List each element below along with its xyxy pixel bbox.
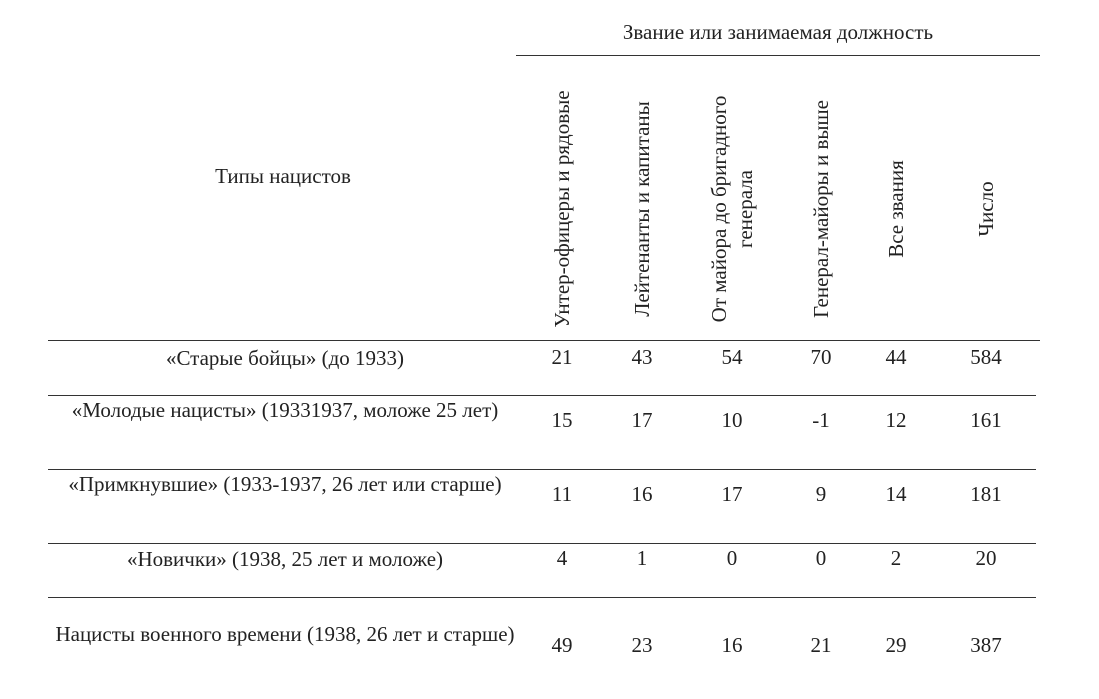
table-cell: 1 bbox=[636, 546, 648, 570]
super-header-rule bbox=[516, 55, 1040, 56]
table-cell: 17 bbox=[721, 482, 743, 506]
row-divider bbox=[48, 395, 1036, 396]
table-cell: 17 bbox=[631, 408, 653, 432]
table-cell: 10 bbox=[721, 408, 743, 432]
table-cell: 161 bbox=[970, 408, 1002, 432]
row-label: «Примкнувшие» (1933-1937, 26 лет или старше) bbox=[68, 472, 502, 496]
column-header-nco: Унтер-офицеры и рядовые bbox=[550, 90, 574, 328]
table-cell: 16 bbox=[631, 482, 653, 506]
table-cell: 21 bbox=[551, 345, 573, 369]
row-header-title: Типы нацистов bbox=[215, 164, 351, 188]
row-label: «Новички» (1938, 25 лет и моложе) bbox=[126, 547, 444, 571]
table-cell: 54 bbox=[721, 345, 743, 369]
row-divider bbox=[48, 597, 1036, 598]
table-cell: 584 bbox=[970, 345, 1002, 369]
column-header-major-brigadier: От майора до бригадного генерала bbox=[707, 95, 757, 323]
table-cell: 15 bbox=[551, 408, 573, 432]
row-divider bbox=[48, 469, 1036, 470]
column-header-major-general: Генерал-майоры и выше bbox=[809, 100, 833, 318]
table-cell: 11 bbox=[551, 482, 573, 506]
table-cell: 23 bbox=[631, 633, 653, 657]
table-cell: 4 bbox=[556, 546, 568, 570]
table-cell: 29 bbox=[885, 633, 907, 657]
row-divider bbox=[48, 340, 1040, 341]
table-cell: 16 bbox=[721, 633, 743, 657]
table-cell: 0 bbox=[726, 546, 738, 570]
table-cell: 12 bbox=[885, 408, 907, 432]
row-label: Нацисты военного времени (1938, 26 лет и старше) bbox=[55, 622, 515, 646]
row-label: «Старые бойцы» (до 1933) bbox=[165, 346, 405, 370]
table-cell: -1 bbox=[812, 408, 830, 432]
table-cell: 70 bbox=[810, 345, 832, 369]
table-cell: 387 bbox=[970, 633, 1002, 657]
table-cell: 44 bbox=[885, 345, 907, 369]
row-label: «Молодые нацисты» (19331937, моложе 25 лет) bbox=[71, 398, 499, 422]
row-divider bbox=[48, 543, 1036, 544]
column-header-lieutenants: Лейтенанты и капитаны bbox=[630, 101, 654, 317]
table-cell: 0 bbox=[815, 546, 827, 570]
table-cell: 49 bbox=[551, 633, 573, 657]
table-cell: 43 bbox=[631, 345, 653, 369]
table-cell: 20 bbox=[975, 546, 997, 570]
table-cell: 9 bbox=[815, 482, 827, 506]
rank-super-header: Звание или занимаемая должность bbox=[622, 20, 934, 44]
table-cell: 14 bbox=[885, 482, 907, 506]
table-cell: 2 bbox=[890, 546, 902, 570]
table-cell: 181 bbox=[970, 482, 1002, 506]
column-header-all-ranks: Все звания bbox=[884, 160, 908, 258]
column-header-count: Число bbox=[974, 181, 998, 237]
table-cell: 21 bbox=[810, 633, 832, 657]
